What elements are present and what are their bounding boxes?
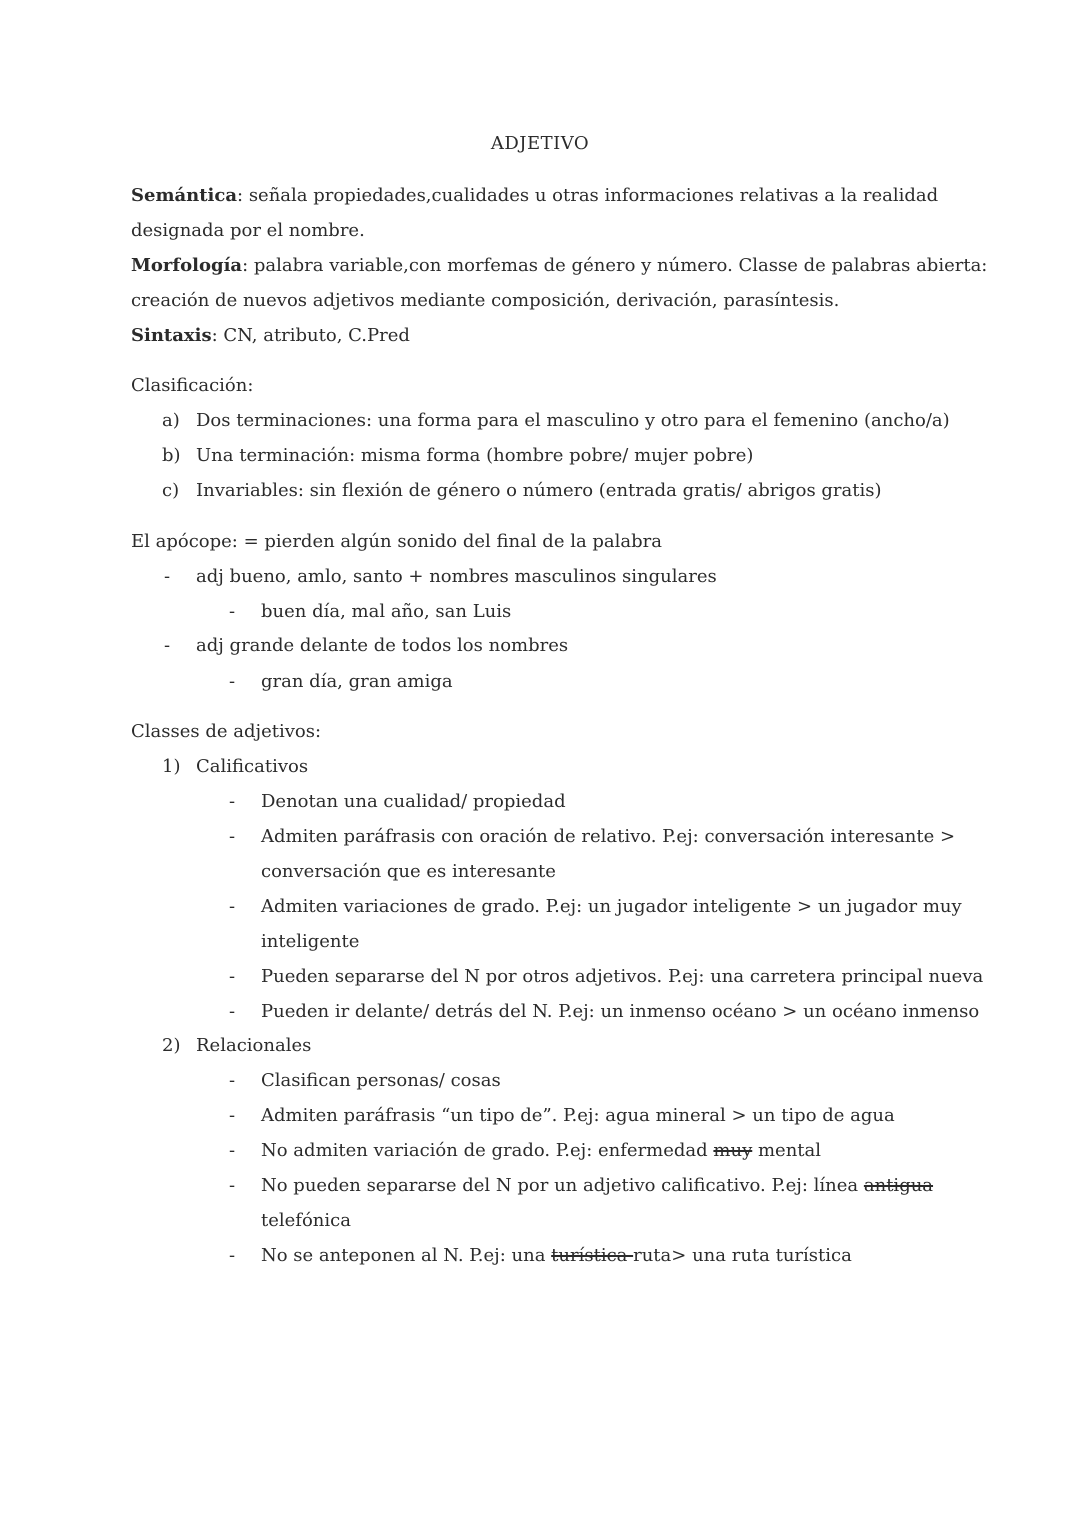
semantica-text-2: designada por el nombre. <box>131 220 365 241</box>
sub-list-item: Admiten variaciones de grado. P.ej: un jugador inteligente > un jugador muy <box>261 896 962 917</box>
morfologia-line-1 <box>131 254 987 278</box>
calificativos-label: Calificativos <box>196 756 309 777</box>
list-item: Una terminación: misma forma (hombre pobre/ mujer pobre) <box>196 445 754 466</box>
relacionales-label: Relacionales <box>196 1035 312 1056</box>
list-item: adj bueno, amlo, santo + nombres masculinos singulares <box>196 566 717 587</box>
sub-list-item-continuation: inteligente <box>261 931 360 952</box>
list-marker: c) <box>162 480 180 501</box>
morfologia-text-1: : palabra variable,con morfemas de género y número. Classe de palabras abierta: <box>242 255 988 276</box>
list-item: Dos terminaciones: una forma para el masculino y otro para el femenino (ancho/a) <box>196 410 950 431</box>
sub-list-item <box>261 1244 852 1268</box>
page-title: ADJETIVO <box>490 133 590 154</box>
list-marker: b) <box>162 445 181 466</box>
dash-marker: - <box>164 635 171 656</box>
list-marker: a) <box>162 410 180 431</box>
sub-list-item-continuation: telefónica <box>261 1210 351 1231</box>
sub-list-item: Denotan una cualidad/ propiedad <box>261 791 566 812</box>
sub-list-item: Pueden ir delante/ detrás del N. P.ej: un inmenso océano > un océano inmenso <box>261 1001 980 1022</box>
list-marker: 2) <box>162 1035 181 1056</box>
sub-list-item: Pueden separarse del N por otros adjetivos. P.ej: una carretera principal nueva <box>261 966 984 987</box>
list-item: adj grande delante de todos los nombres <box>196 635 569 656</box>
semantica-label: Semántica <box>131 185 238 206</box>
sub-list-item <box>261 1174 933 1198</box>
sub-list-item: gran día, gran amiga <box>261 671 453 692</box>
dash-marker: - <box>164 566 171 587</box>
list-item: Invariables: sin flexión de género o número (entrada gratis/ abrigos gratis) <box>196 480 882 501</box>
struck-word: antigua <box>863 1175 934 1196</box>
dash-marker: - <box>229 671 236 692</box>
dash-marker: - <box>229 966 236 987</box>
dash-marker: - <box>229 791 236 812</box>
sub-list-item-continuation: conversación que es interesante <box>261 861 556 882</box>
sub-list-item <box>261 1139 821 1163</box>
apocope-heading: El apócope: = pierden algún sonido del final de la palabra <box>131 531 663 552</box>
item-text: No pueden separarse del N por un adjetivo calificativo. P.ej: línea <box>261 1175 864 1196</box>
sub-list-item: Admiten paráfrasis con oración de relativo. P.ej: conversación interesante > <box>261 826 956 847</box>
struck-word: muy <box>713 1140 753 1161</box>
dash-marker: - <box>229 1140 236 1161</box>
clasificacion-heading: Clasificación: <box>131 375 254 396</box>
sub-list-item: buen día, mal año, san Luis <box>261 601 512 622</box>
item-text: No admiten variación de grado. P.ej: enfermedad <box>261 1140 714 1161</box>
sintaxis-text: : CN, atributo, C.Pred <box>211 325 410 346</box>
item-text: No se anteponen al N. P.ej: una <box>261 1245 552 1266</box>
morfologia-label: Morfología <box>131 255 243 276</box>
dash-marker: - <box>229 896 236 917</box>
semantica-text-1: : señala propiedades,cualidades u otras informaciones relativas a la realidad <box>237 185 939 206</box>
item-text: mental <box>752 1140 822 1161</box>
morfologia-text-2: creación de nuevos adjetivos mediante composición, derivación, parasíntesis. <box>131 290 840 311</box>
struck-word: turística <box>551 1245 634 1266</box>
sintaxis-line <box>131 324 410 348</box>
list-marker: 1) <box>162 756 181 777</box>
semantica-line-1 <box>131 184 938 208</box>
sintaxis-label: Sintaxis <box>131 325 212 346</box>
dash-marker: - <box>229 1001 236 1022</box>
dash-marker: - <box>229 1245 236 1266</box>
dash-marker: - <box>229 826 236 847</box>
sub-list-item: Clasifican personas/ cosas <box>261 1070 501 1091</box>
classes-heading: Classes de adjetivos: <box>131 721 322 742</box>
dash-marker: - <box>229 1175 236 1196</box>
dash-marker: - <box>229 1070 236 1091</box>
dash-marker: - <box>229 1105 236 1126</box>
item-text: ruta> una ruta turística <box>633 1245 852 1266</box>
dash-marker: - <box>229 601 236 622</box>
sub-list-item: Admiten paráfrasis “un tipo de”. P.ej: agua mineral > un tipo de agua <box>261 1105 895 1126</box>
